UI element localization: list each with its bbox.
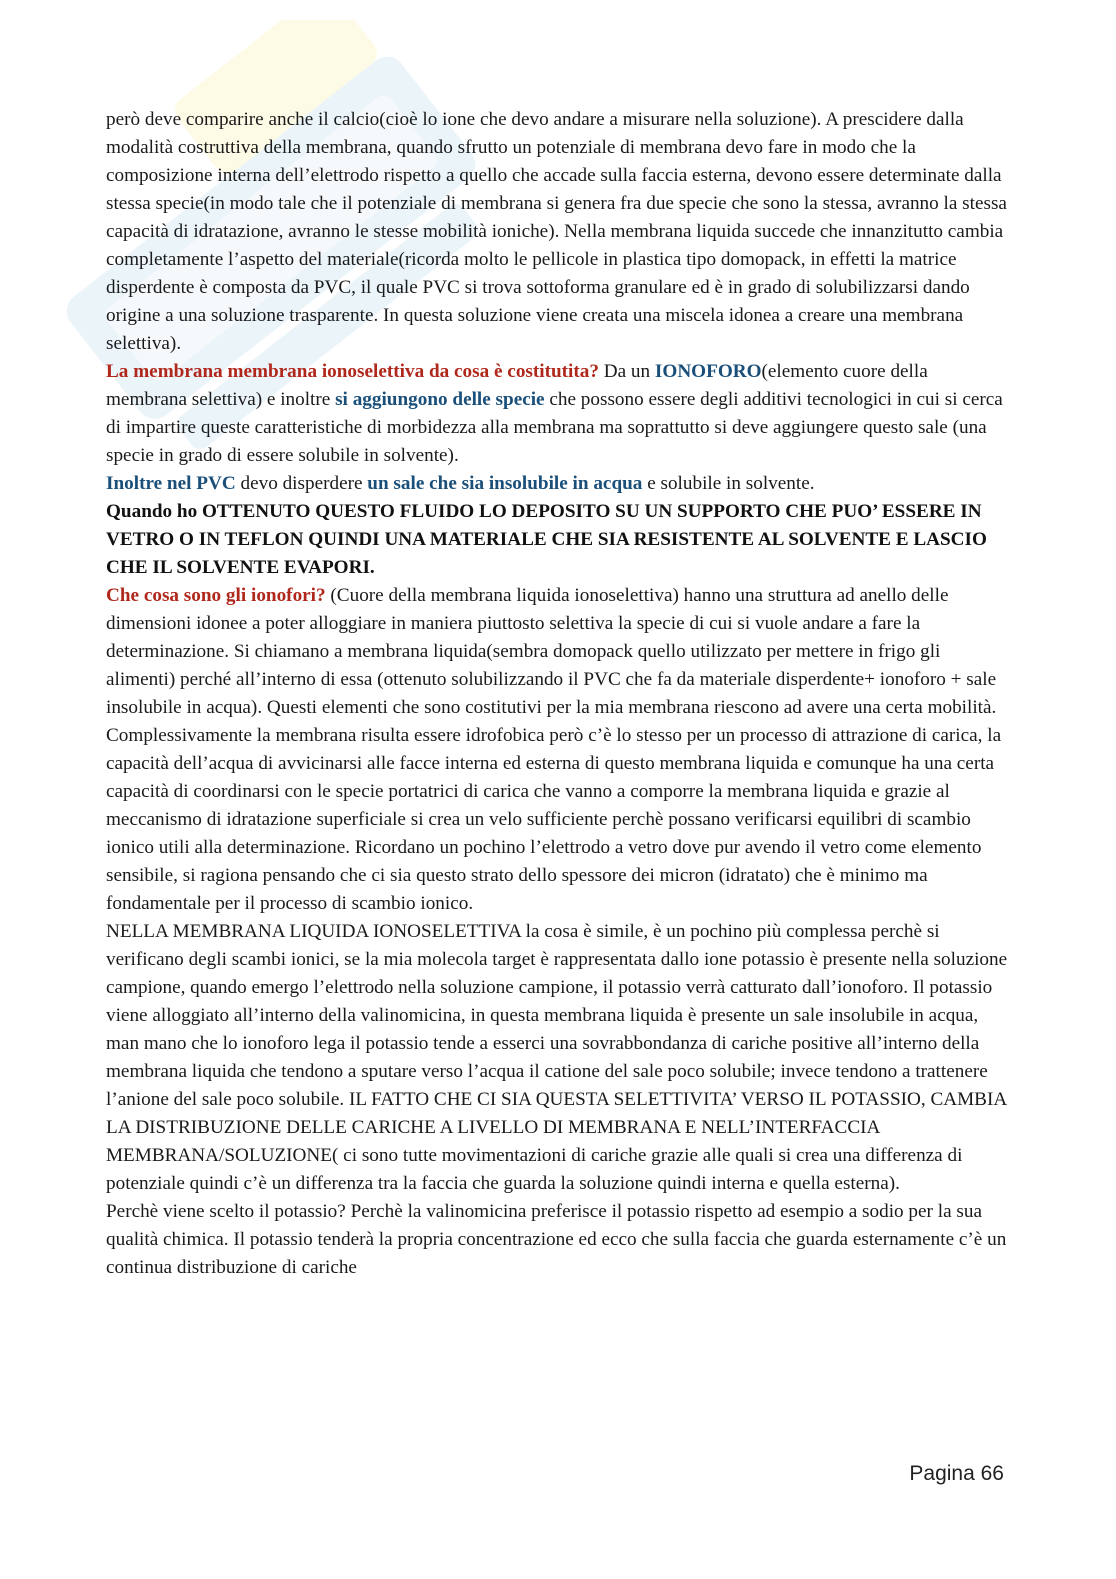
text-fragment: Da un	[598, 361, 655, 382]
paragraph-potassio: Perchè viene scelto il potassio? Perchè la valinomicina preferisce il potassio rispetto ad esempio a sodio per la sua qualità chimica. Il potassio tenderà la propria concentrazione ed ecco che sulla faccia che guarda esternamente c’è un continua distribuzione di cariche	[106, 1201, 1007, 1278]
paragraph-membrana-composizione	[106, 358, 1008, 498]
paragraph-intro: però deve comparire anche il calcio(cioè lo ione che devo andare a misurare nella soluzione). A prescidere dalla modalità costruttiva della membrana, quando sfrutto un potenziale di membrana devo fare in modo che la composizione interna dell’elettrodo rispetto a quello che accade sulla faccia esterna, devono essere determinate dalla stessa specie(in modo tale che il potenziale di membrana si genera fra due specie che sono la stessa, avranno la stessa capacità di idratazione, avranno le stesse mobilità ioniche). Nella membrana liquida succede che innanzitutto cambia completamente l’aspetto del materiale(ricorda molto le pellicole in plastica tipo domopack, in effetti la matrice disperdente è composta da PVC, il quale PVC si trova sottoforma granulare ed è in grado di solubilizzarsi dando origine a una soluzione trasparente. In questa soluzione viene creata una miscela idonea a creare una membrana selettiva).	[106, 109, 1007, 354]
paragraph-membrana-liquida: NELLA MEMBRANA LIQUIDA IONOSELETTIVA la cosa è simile, è un pochino più complessa perchè si verificano degli scambi ionici, se la mia molecola target è rappresentata dallo ione potassio è presente nella soluzione campione, quando emergo l’elettrodo nella soluzione campione, il potassio verrà catturato dall’ionoforo. Il potassio viene alloggiato all’interno della valinomicina, in questa membrana liquida è presente un sale insolubile in acqua, man mano che lo ionoforo lega il potassio tende a esserci una sovrabbondanza di cariche positive all’interno della membrana liquida che tendono a sputare verso l’acqua il catione del sale poco solubile; invece tendono a trattenere l’anione del sale poco solubile. IL FATTO CHE CI SIA QUESTA SELETTIVITA’ VERSO IL POTASSIO, CAMBIA LA DISTRIBUZIONE DELLE CARICHE A LIVELLO DI MEMBRANA E NELL’INTERFACCIA MEMBRANA/SOLUZIONE( ci sono tutte movimentazioni di cariche grazie alle quali si crea una differenza di potenziale quindi c’è un differenza tra la faccia che guarda la soluzione quindi interna e quella esterna).	[106, 921, 1008, 1194]
question-ionofori: Che cosa sono gli ionofori?	[106, 585, 326, 606]
highlight-inoltre-pvc: Inoltre nel PVC	[106, 473, 236, 494]
text-fragment: che possono essere degli additivi tecnologici in cui si cerca di impartire queste caratteristiche di morbidezza alla membrana ma soprattutto si deve aggiungere questo sale (una specie in grado di essere solubile in solvente).	[106, 389, 1003, 466]
paragraph-deposito: Quando ho OTTENUTO QUESTO FLUIDO LO DEPOSITO SU UN SUPPORTO CHE PUO’ ESSERE IN VETRO O IN TEFLON QUINDI UNA MATERIALE CHE SIA RESISTENTE AL SOLVENTE E LASCIO CHE IL SOLVENTE EVAPORI.	[106, 501, 987, 578]
question-membrana: La membrana membrana ionoselettiva da cosa è costitutita?	[106, 361, 599, 382]
highlight-ionoforo: IONOFORO	[654, 361, 762, 382]
text-fragment: devo disperdere	[235, 473, 368, 494]
paragraph-ionofori	[106, 582, 1008, 918]
highlight-aggiungono: si aggiungono delle specie	[335, 389, 545, 410]
text-fragment: (Cuore della membrana liquida ionoselettiva) hanno una struttura ad anello delle dimensioni idonee a poter alloggiare in maniera piuttosto selettiva la specie di cui si vuole andare a fare la determinazione. Si chiamano a membrana liquida(sembra domopack quello utilizzato per mettere in frigo gli alimenti) perché all’interno di essa (ottenuto solubilizzando il PVC che fa da materiale disperdente+ ionoforo + sale insolubile in acqua). Questi elementi che sono costitutivi per la mia membrana riescono ad avere una certa mobilità. Complessivamente la membrana risulta essere idrofobica però c’è lo stesso per un processo di attrazione di carica, la capacità dell’acqua di avvicinarsi alle facce interna ed esterna di questo membrana liquida e comunque ha una certa capacità di coordinarsi con le specie portatrici di carica che vanno a comporre la membrana liquida e grazie al meccanismo di idratazione superficiale si crea un velo sufficiente perchè possano verificarsi equilibri di scambio ionico utili alla determinazione. Ricordano un pochino l’elettrodo a vetro dove pur avendo il vetro come elemento sensibile, si ragiona pensando che ci sia questo strato dello spessore dei micron (idratato) che è minimo ma fondamentale per il processo di scambio ionico.	[106, 585, 1002, 914]
text-fragment: e solubile in solvente.	[642, 473, 815, 494]
document-body	[106, 106, 1008, 1282]
highlight-sale-insolubile: un sale che sia insolubile in acqua	[367, 473, 643, 494]
text-fragment: (elemento cuore della membrana selettiva) e inoltre	[106, 361, 928, 410]
page-number: Pagina 66	[909, 1462, 1004, 1485]
